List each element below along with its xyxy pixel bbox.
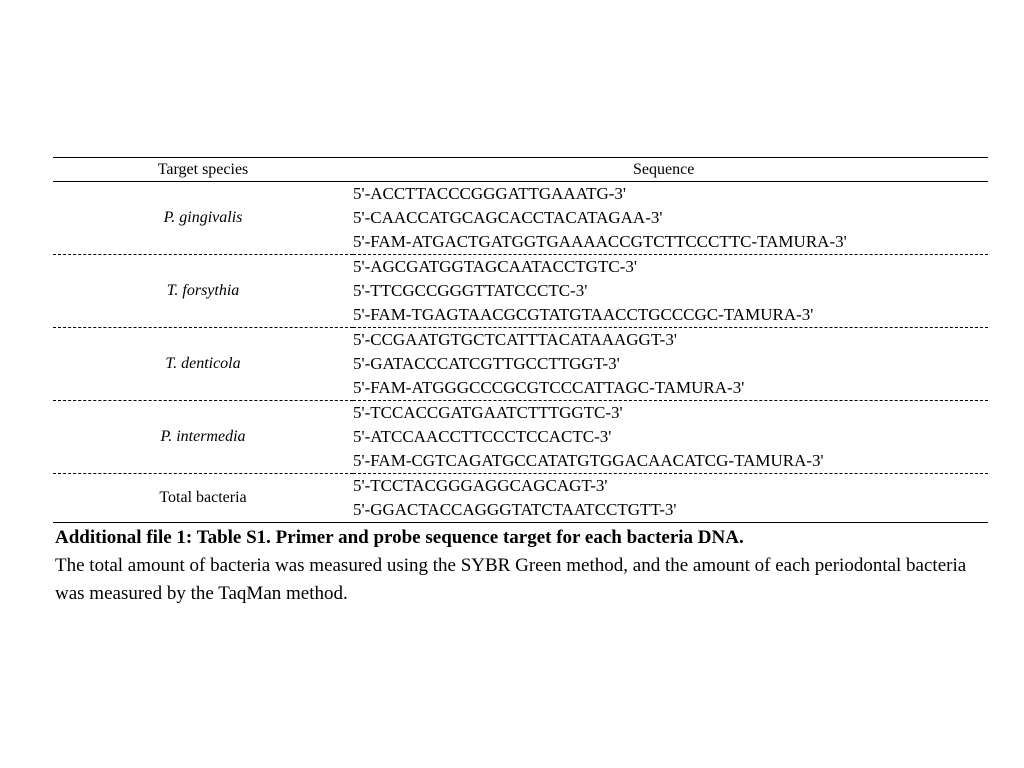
sequence-line: 5'-TCCACCGATGAATCTTTGGTC-3' <box>353 403 623 422</box>
table-row <box>53 474 988 523</box>
sequence-line: 5'-FAM-ATGACTGATGGTGAAAACCGTCTTCCCTTC-TAMURA-3' <box>353 232 847 251</box>
header-row <box>53 158 988 182</box>
sequence-line: 5'-ACCTTACCCGGGATTGAAATG-3' <box>353 184 626 203</box>
sequence-cell <box>353 474 988 523</box>
sequence-line: 5'-CAACCATGCAGCACCTACATAGAA-3' <box>353 208 663 227</box>
species-cell: P. intermedia <box>53 401 353 474</box>
sequence-line: 5'-FAM-ATGGGCCCGCGTCCCATTAGC-TAMURA-3' <box>353 378 745 397</box>
sequence-line: 5'-TCCTACGGGAGGCAGCAGT-3' <box>353 476 608 495</box>
primer-probe-table <box>53 157 988 523</box>
table-row <box>53 255 988 328</box>
species-cell: Total bacteria <box>53 474 353 523</box>
sequence-cell <box>353 401 988 474</box>
species-cell: P. gingivalis <box>53 182 353 255</box>
table-body <box>53 182 988 523</box>
sequence-line: 5'-FAM-TGAGTAACGCGTATGTAACCTGCCCGC-TAMURA-3' <box>353 305 814 324</box>
sequence-line: 5'-GATACCCATCGTTGCCTTGGT-3' <box>353 354 620 373</box>
sequence-cell <box>353 328 988 401</box>
table-row <box>53 182 988 255</box>
sequence-line: 5'-GGACTACCAGGGTATCTAATCCTGTT-3' <box>353 500 677 519</box>
primer-table-container <box>53 157 988 523</box>
sequence-line: 5'-TTCGCCGGGTTATCCCTC-3' <box>353 281 588 300</box>
header-sequence: Sequence <box>353 158 988 182</box>
sequence-line: 5'-AGCGATGGTAGCAATACCTGTC-3' <box>353 257 637 276</box>
caption-title: Additional file 1: Table S1. Primer and probe sequence target for each bacteria DNA. <box>55 527 744 548</box>
sequence-line: 5'-CCGAATGTGCTCATTTACATAAAGGT-3' <box>353 330 677 349</box>
table-caption <box>55 524 985 608</box>
species-cell: T. forsythia <box>53 255 353 328</box>
header-target-species: Target species <box>53 158 353 182</box>
table-row <box>53 328 988 401</box>
table-header <box>53 158 988 182</box>
caption-body: The total amount of bacteria was measured using the SYBR Green method, and the amount of each periodontal bacteria was measured by the TaqMan method. <box>55 555 967 604</box>
sequence-cell <box>353 182 988 255</box>
sequence-line: 5'-ATCCAACCTTCCCTCCACTC-3' <box>353 427 612 446</box>
table-row <box>53 401 988 474</box>
sequence-line: 5'-FAM-CGTCAGATGCCATATGTGGACAACATCG-TAMURA-3' <box>353 451 824 470</box>
sequence-cell <box>353 255 988 328</box>
species-cell: T. denticola <box>53 328 353 401</box>
